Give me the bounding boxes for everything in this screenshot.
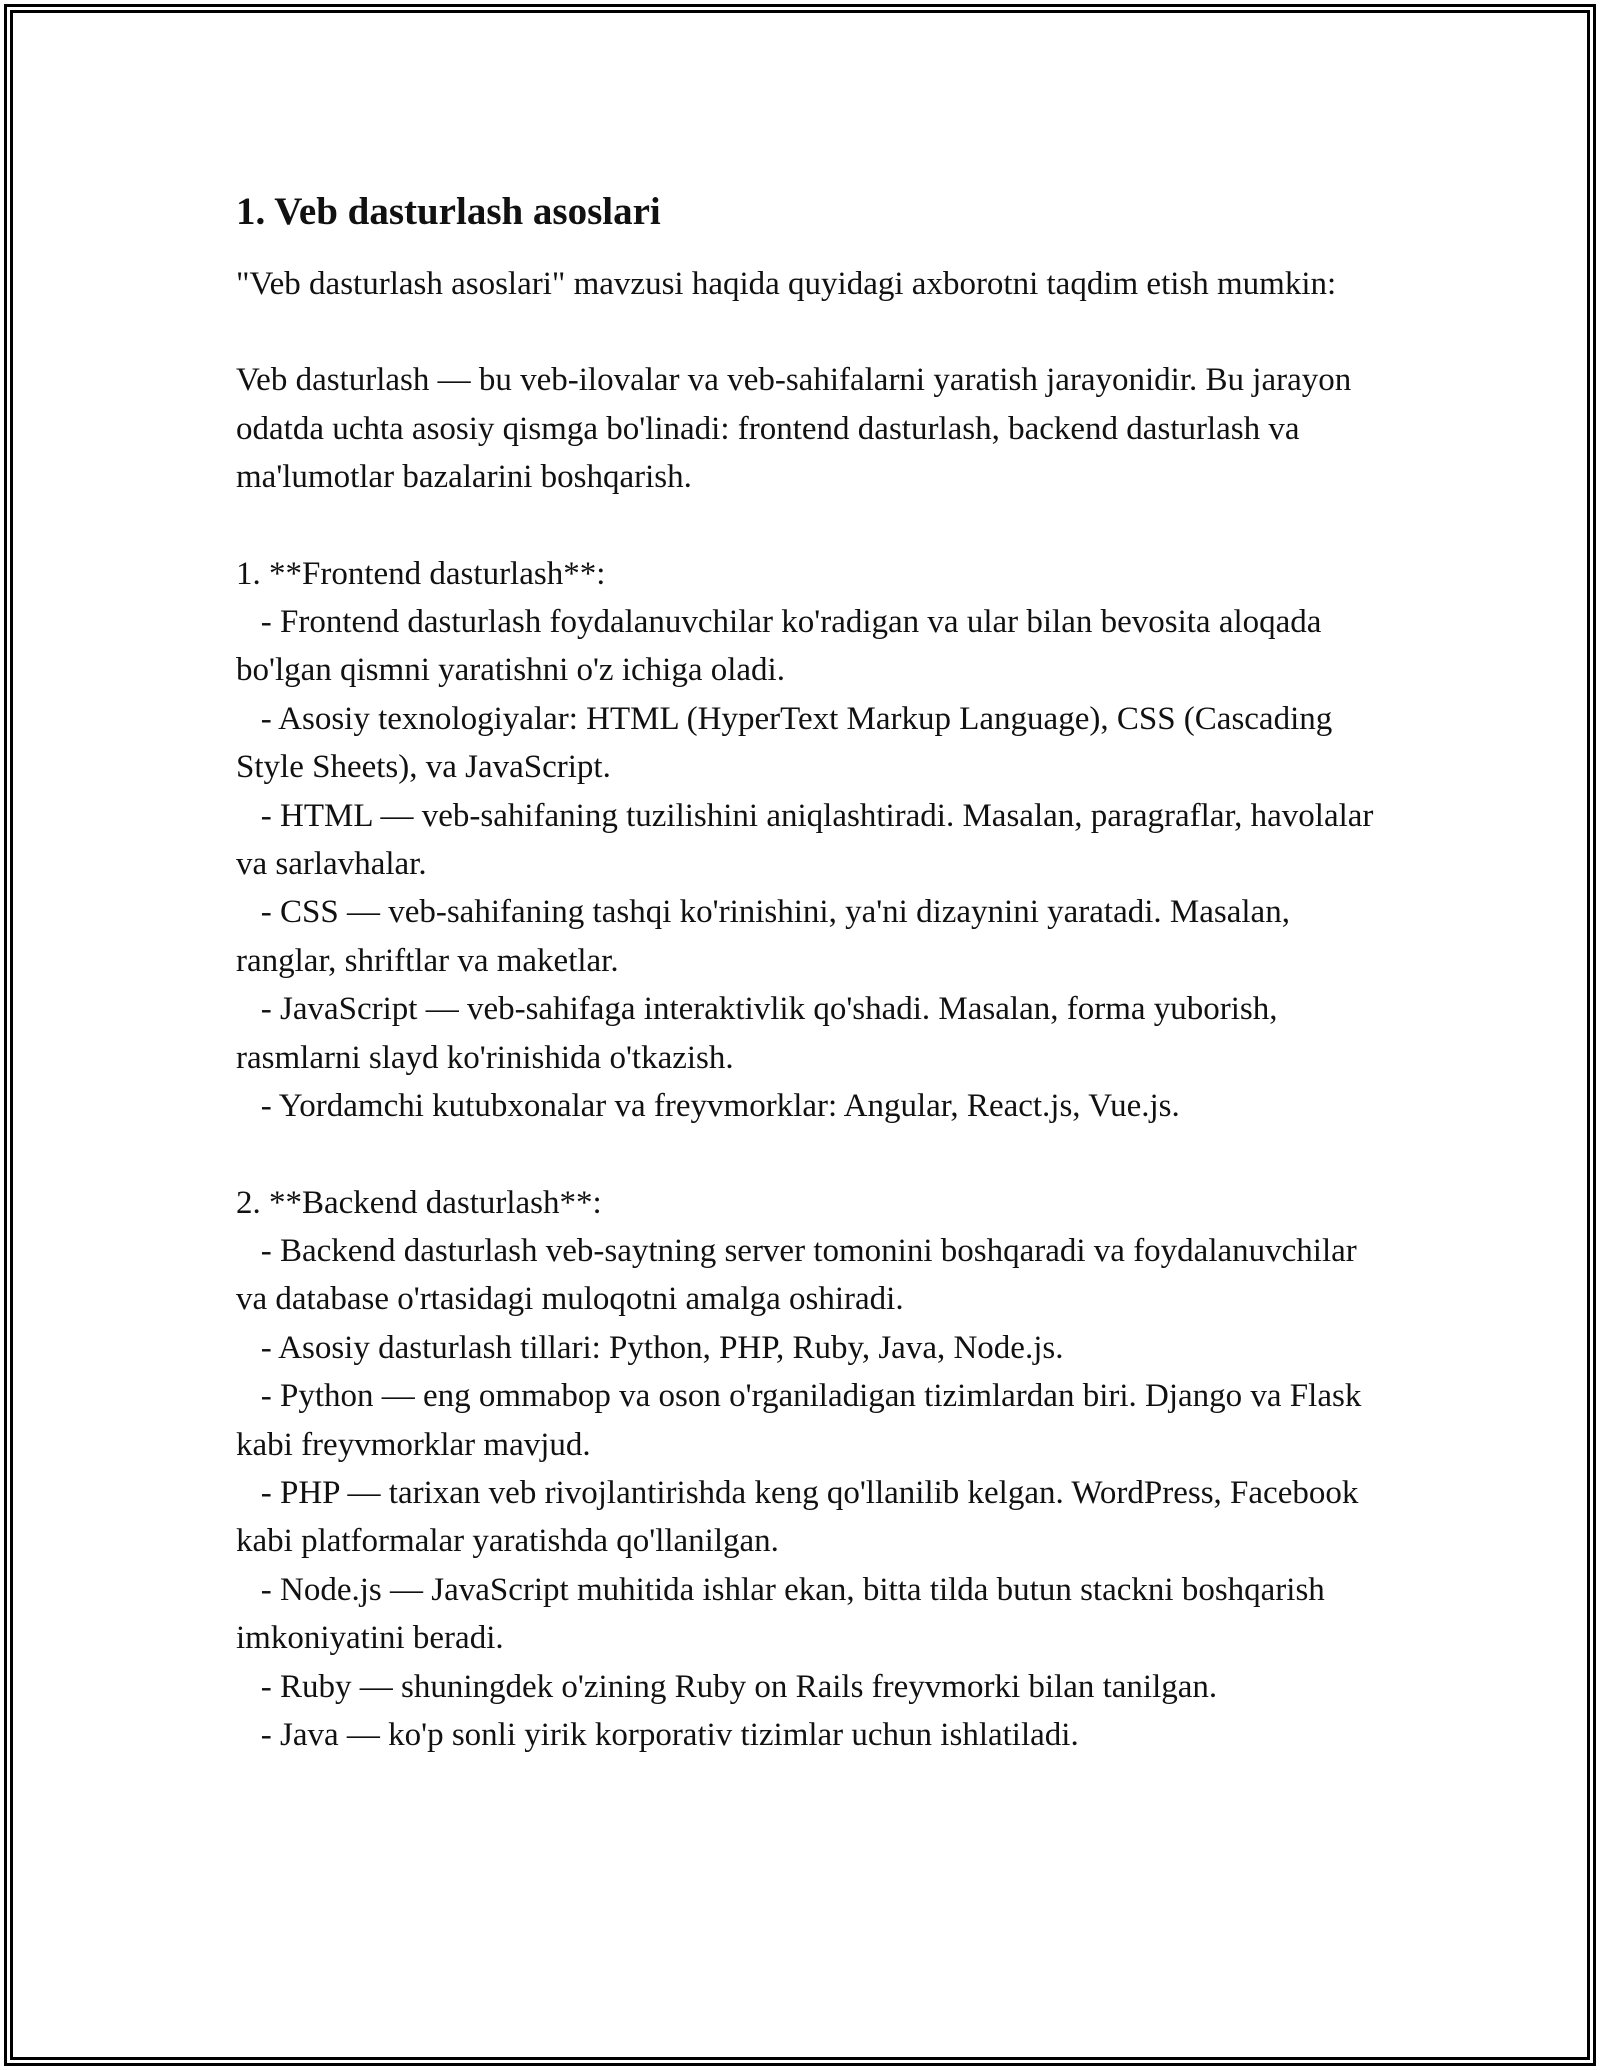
list-item: - Asosiy dasturlash tillari: Python, PHP, Ruby, Java, Node.js. [236, 1329, 1064, 1366]
spacer [236, 502, 1386, 550]
list-item: - Asosiy texnologiyalar: HTML (HyperText Markup Language), CSS (Cascading Style Sheets), va JavaScript. [236, 700, 1341, 786]
list-item: - Node.js — JavaScript muhitida ishlar ekan, bitta tilda butun stackni boshqarish imkoniyatini beradi. [236, 1571, 1334, 1657]
intro-paragraph: "Veb dasturlash asoslari" mavzusi haqida quyidagi axborotni taqdim etish mumkin: [236, 266, 1337, 302]
frontend-heading: 1. **Frontend dasturlash**: [236, 555, 606, 592]
list-item: - JavaScript — veb-sahifaga interaktivlik qo'shadi. Masalan, forma yuborish, rasmlarni slayd ko'rinishida o'tkazish. [236, 991, 1286, 1076]
backend-heading: 2. **Backend dasturlash**: [236, 1184, 602, 1221]
list-item: - Python — eng ommabop va oson o'rganiladigan tizimlardan biri. Django va Flask kabi freyvmorklar mavjud. [236, 1378, 1370, 1463]
list-item: - Java — ko'p sonli yirik korporativ tizimlar uchun ishlatiladi. [236, 1716, 1079, 1753]
document-body [236, 188, 1386, 1759]
list-item: - HTML — veb-sahifaning tuzilishini aniqlashtiradi. Masalan, paragraflar, havolalar va sarlavhalar. [236, 797, 1382, 883]
list-item: - Backend dasturlash veb-saytning server tomonini boshqaradi va foydalanuvchilar va database o'rtasidagi muloqotni amalga oshiradi. [236, 1232, 1366, 1318]
spacer [236, 1131, 1386, 1179]
definition-paragraph: Veb dasturlash — bu veb-ilovalar va veb-sahifalarni yaratish jarayonidir. Bu jarayon odatda uchta asosiy qismga bo'linadi: frontend dasturlash, backend dasturlash va ma'lumotlar bazalarini boshqarish. [236, 362, 1360, 496]
list-item: - Ruby — shuningdek o'zining Ruby on Rails freyvmorki bilan tanilgan. [236, 1668, 1218, 1705]
list-item: - Yordamchi kutubxonalar va freyvmorklar: Angular, React.js, Vue.js. [236, 1088, 1180, 1125]
spacer [236, 308, 1386, 356]
document-title: 1. Veb dasturlash asoslari [236, 190, 661, 233]
list-item: - CSS — veb-sahifaning tashqi ko'rinishini, ya'ni dizaynini yaratadi. Masalan, ranglar, shriftlar va maketlar. [236, 894, 1299, 979]
list-item: - PHP — tarixan veb rivojlantirishda keng qo'llanilib kelgan. WordPress, Facebook kabi platformalar yaratishda qo'llanilgan. [236, 1474, 1367, 1560]
list-item: - Frontend dasturlash foydalanuvchilar ko'radigan va ular bilan bevosita aloqada bo'lgan qismni yaratishni o'z ichiga oladi. [236, 604, 1330, 689]
